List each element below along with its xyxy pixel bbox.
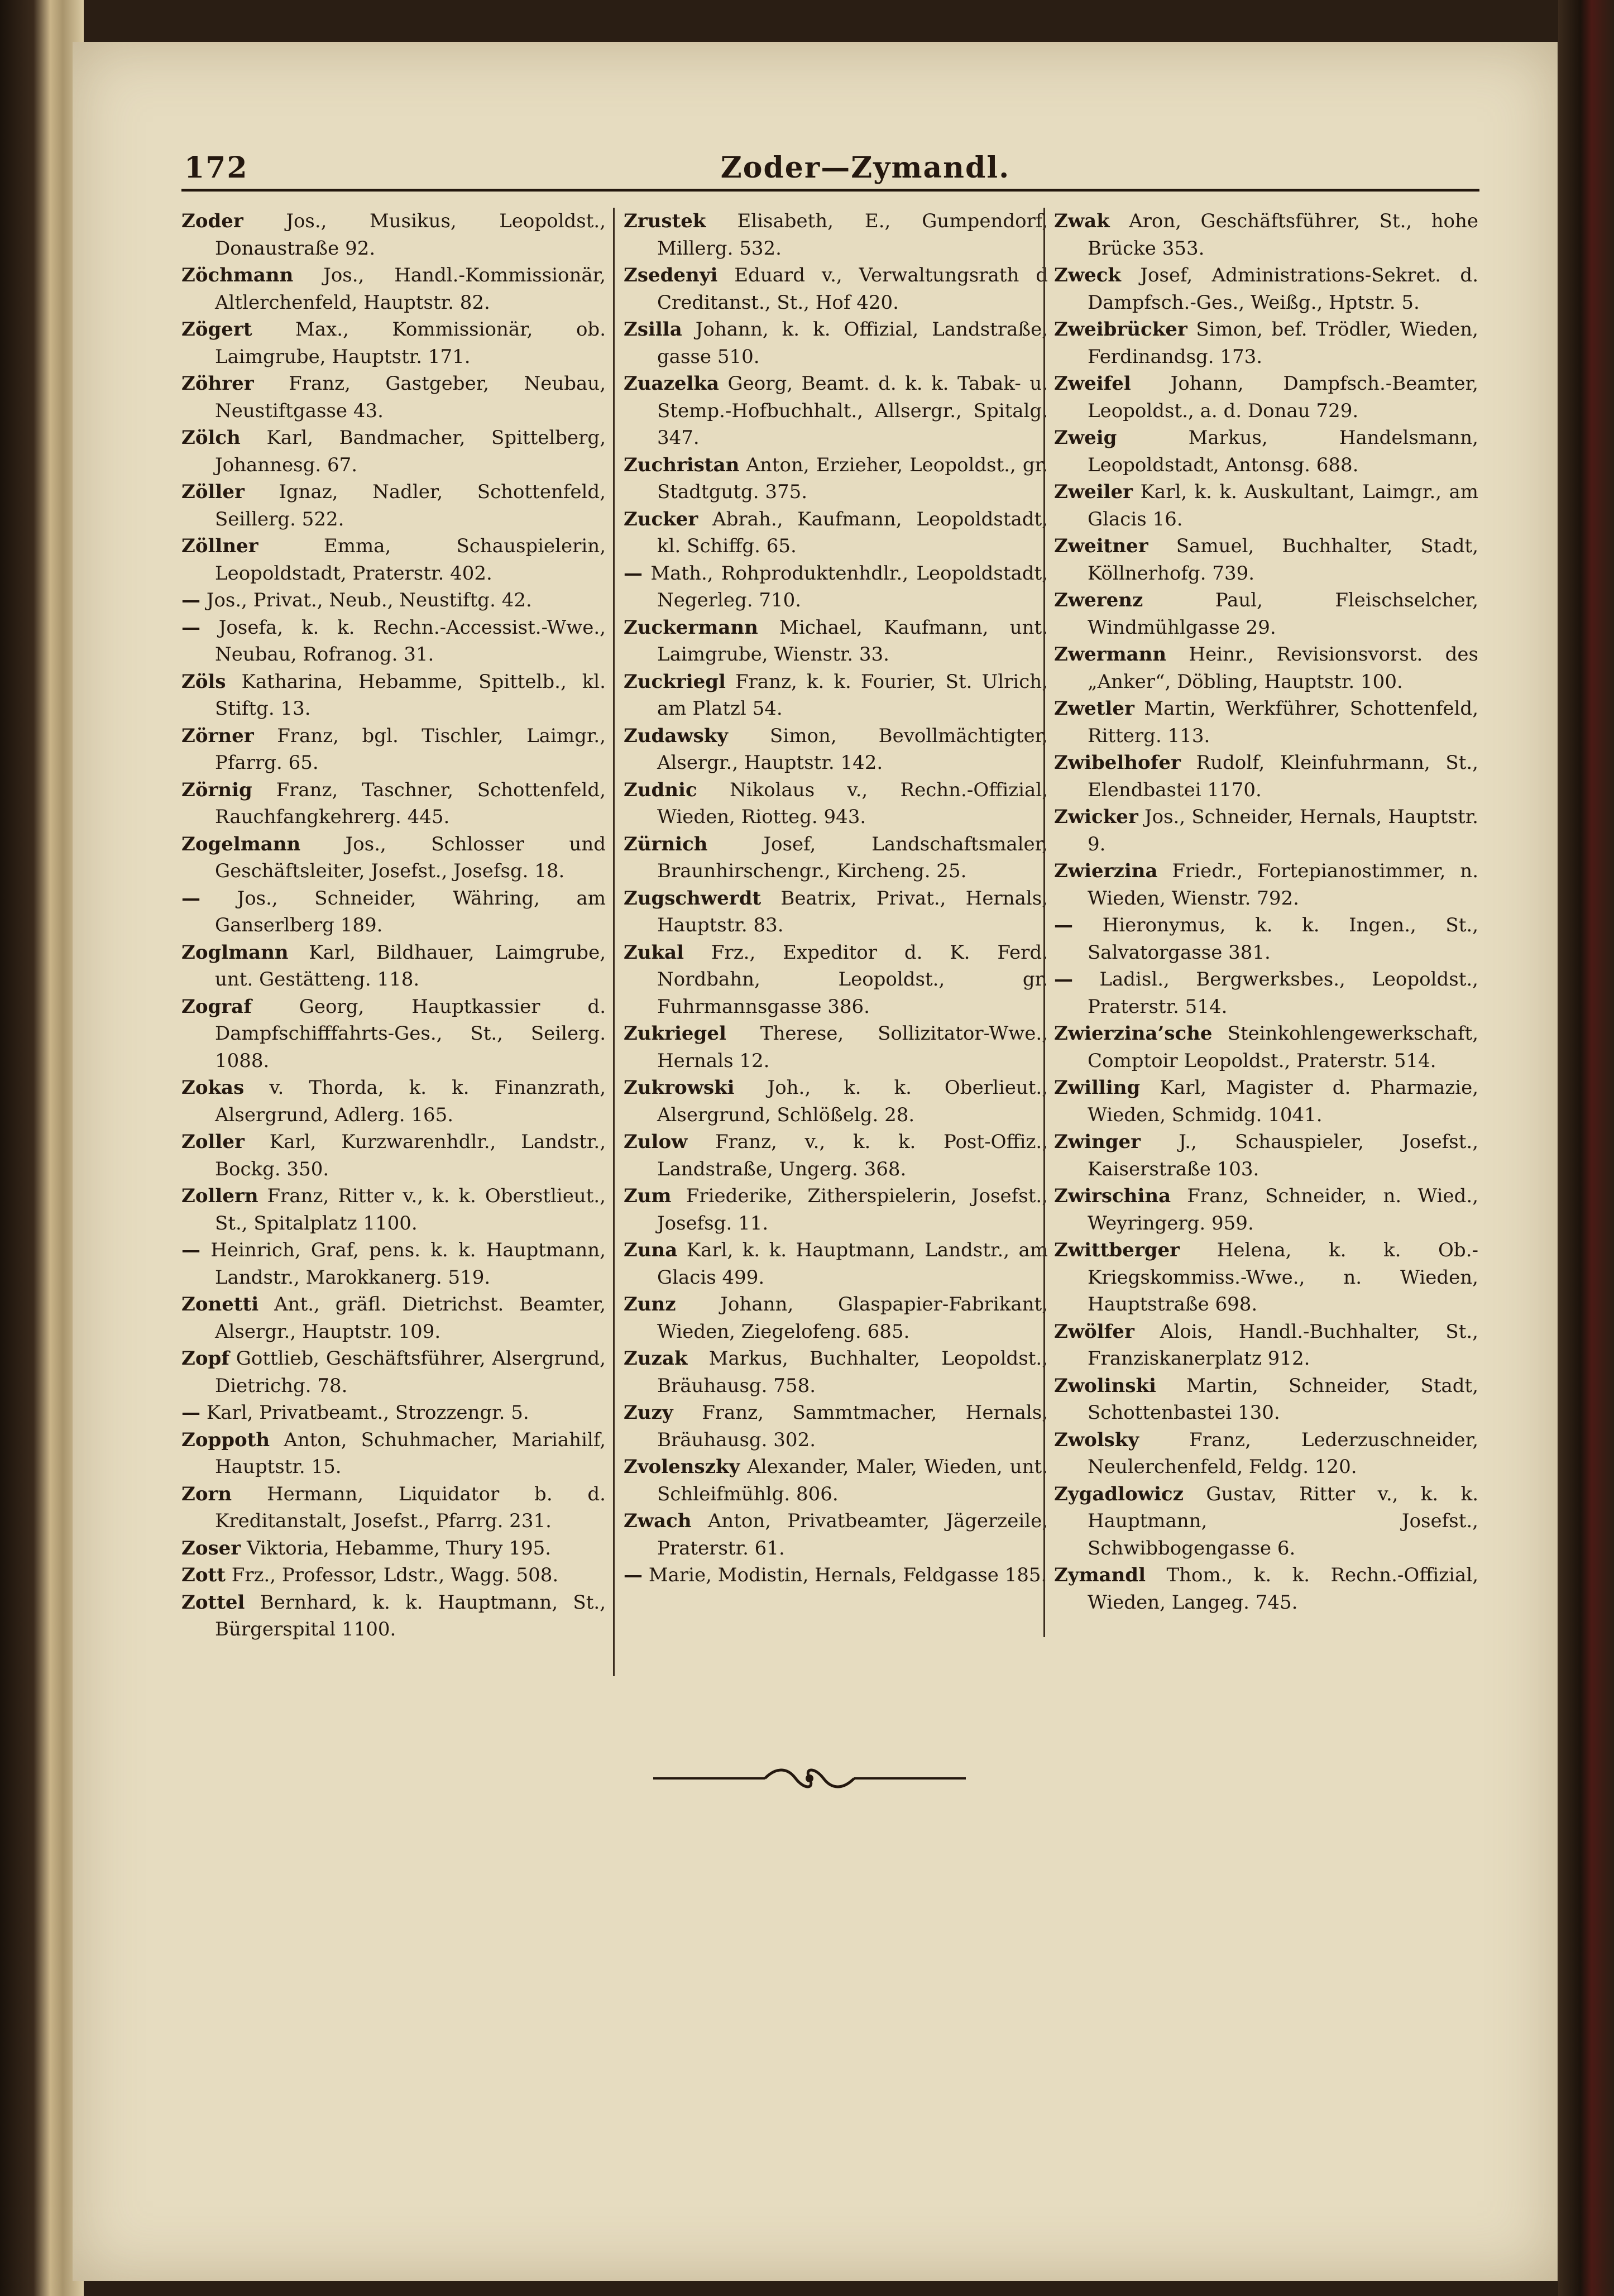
entry-details: Jos., Handl.-Kommissionär, Altlerchenfeld, Hauptstr. 82. xyxy=(215,264,606,314)
entry-name: Zogelmann xyxy=(181,833,301,855)
entry-details: Bernhard, k. k. Hauptmann, St., Bürgerspital 1100. xyxy=(215,1591,606,1640)
entry-name: Zugschwerdt xyxy=(624,887,761,910)
entry-name: — xyxy=(181,589,200,611)
entry-details: Simon, Bevollmächtigter, Alsergr., Hauptstr. 142. xyxy=(657,724,1048,774)
directory-entry xyxy=(1054,424,1478,479)
entry-details: Max., Kommissionär, ob. Laimgrube, Hauptstr. 171. xyxy=(215,318,606,368)
entry-name: — xyxy=(181,616,200,639)
entry-name: Zürnich xyxy=(624,833,708,855)
entry-name: Zuchristan xyxy=(624,453,740,476)
directory-entry xyxy=(624,208,1048,262)
entry-details: Frz., Professor, Ldstr., Wagg. 508. xyxy=(231,1564,559,1586)
entry-details: Karl, k. k. Hauptmann, Landstr., am Glacis 499. xyxy=(657,1239,1048,1289)
entry-details: Heinrich, Graf, pens. k. k. Hauptmann, Landstr., Marokkanerg. 519. xyxy=(210,1239,606,1289)
entry-name: Zudawsky xyxy=(624,724,729,747)
entry-details: Eduard v., Verwaltungsrath d Creditanst., St., Hof 420. xyxy=(657,264,1048,314)
entry-details: Franz, Ritter v., k. k. Oberstlieut., St., Spitalplatz 1100. xyxy=(215,1185,606,1235)
entry-details: Helena, k. k. Ob.-Kriegskommiss.-Wwe., n. Wieden, Hauptstraße 698. xyxy=(1088,1239,1478,1316)
directory-entry xyxy=(624,614,1048,668)
entry-name: Zott xyxy=(181,1564,226,1586)
directory-entry xyxy=(181,723,606,777)
entry-details: Nikolaus v., Rechn.-Offizial, Wieden, Riotteg. 943. xyxy=(657,778,1048,828)
entry-name: Zulow xyxy=(624,1131,688,1153)
entry-details: J., Schauspieler, Josefst., Kaiserstraße 103. xyxy=(1088,1131,1478,1180)
entry-details: Samuel, Buchhalter, Stadt, Köllnerhofg. 739. xyxy=(1088,535,1478,585)
entry-details: Friederike, Zitherspielerin, Josefst., Josefsg. 11. xyxy=(657,1185,1048,1235)
entry-name: Zörnig xyxy=(181,778,252,801)
directory-entry xyxy=(1054,262,1478,316)
entry-name: Zymandl xyxy=(1054,1564,1146,1586)
entry-name: Zudnic xyxy=(624,778,697,801)
entry-name: Zwilling xyxy=(1054,1077,1141,1099)
entry-details: Alois, Handl.-Buchhalter, St., Franziskanerplatz 912. xyxy=(1088,1320,1478,1370)
directory-entry xyxy=(181,316,606,370)
directory-entry xyxy=(181,614,606,668)
entry-name: — xyxy=(1054,914,1073,936)
entry-name: Zuckermann xyxy=(624,616,758,639)
entry-details: Karl, Kurzwarenhdlr., Landstr., Bockg. 350. xyxy=(215,1131,606,1180)
directory-entry xyxy=(1054,1481,1478,1562)
book-cover-edge xyxy=(1558,0,1614,2296)
entry-name: Zoppoth xyxy=(181,1428,270,1451)
end-ornament xyxy=(653,1764,966,1792)
directory-entry xyxy=(1054,803,1478,858)
entry-name: Zöchmann xyxy=(181,264,294,286)
entry-details: Martin, Schneider, Stadt, Schottenbastei 130. xyxy=(1088,1374,1478,1424)
entry-details: Abrah., Kaufmann, Leopoldstadt, kl. Schiffg. 65. xyxy=(657,508,1048,557)
directory-entry xyxy=(624,262,1048,316)
entry-details: Marie, Modistin, Hernals, Feldgasse 185. xyxy=(648,1564,1047,1586)
entry-details: Anton, Privatbeamter, Jägerzeile, Praterstr. 61. xyxy=(657,1510,1048,1560)
directory-entry xyxy=(181,885,606,939)
directory-entry xyxy=(624,1237,1048,1291)
directory-entry xyxy=(1054,858,1478,912)
entry-details: Jos., Schneider, Hernals, Hauptstr. 9. xyxy=(1088,806,1478,855)
directory-entry xyxy=(1054,1372,1478,1427)
entry-details: Franz, Gastgeber, Neubau, Neustiftgasse 43. xyxy=(215,372,606,422)
directory-entry xyxy=(1054,1074,1478,1128)
entry-name: Zygadlowicz xyxy=(1054,1482,1184,1505)
entry-details: Franz, k. k. Fourier, St. Ulrich, am Platzl 54. xyxy=(657,670,1048,720)
entry-details: Gottlieb, Geschäftsführer, Alsergrund, Dietrichg. 78. xyxy=(215,1347,606,1397)
entry-details: Hermann, Liquidator b. d. Kreditanstalt, Josefst., Pfarrg. 231. xyxy=(215,1482,606,1532)
directory-entry xyxy=(624,1074,1048,1128)
directory-entry xyxy=(181,1128,606,1183)
entry-details: Elisabeth, E., Gumpendorf, Millerg. 532. xyxy=(657,210,1048,260)
directory-entry xyxy=(624,885,1048,939)
entry-details: Jos., Musikus, Leopoldst., Donaustraße 92. xyxy=(215,210,606,260)
entry-name: Zwibelhofer xyxy=(1054,752,1181,774)
entry-details: Ant., gräfl. Dietrichst. Beamter, Alsergr., Hauptstr. 109. xyxy=(215,1293,606,1343)
entry-name: Zwierzina’sche xyxy=(1054,1022,1213,1045)
entry-details: Karl, Magister d. Pharmazie, Wieden, Schmidg. 1041. xyxy=(1088,1077,1478,1126)
entry-name: Zuzak xyxy=(624,1347,688,1370)
entry-name: — xyxy=(1054,968,1073,991)
entry-details: Thom., k. k. Rechn.-Offizial, Wieden, Langeg. 745. xyxy=(1088,1564,1479,1614)
directory-entry xyxy=(624,316,1048,370)
directory-entry xyxy=(1054,587,1478,641)
directory-entry xyxy=(1054,912,1478,966)
entry-details: Math., Rohproduktenhdlr., Leopoldstadt, Negerleg. 710. xyxy=(650,562,1048,611)
entry-details: Frz., Expeditor d. K. Ferd. Nordbahn, Leopoldst., gr. Fuhrmannsgasse 386. xyxy=(657,941,1048,1018)
entry-details: Markus, Handelsmann, Leopoldstadt, Antonsg. 688. xyxy=(1088,427,1478,476)
entry-name: Zukrowski xyxy=(624,1077,735,1099)
entry-details: Franz, Taschner, Schottenfeld, Rauchfangkehrerg. 445. xyxy=(215,778,606,828)
entry-details: Ignaz, Nadler, Schottenfeld, Seillerg. 522. xyxy=(215,481,606,530)
column-divider xyxy=(613,208,615,1676)
directory-entry xyxy=(1054,1128,1478,1183)
entry-name: Zuna xyxy=(624,1239,678,1261)
header-rule xyxy=(181,189,1479,192)
entry-details: Aron, Geschäftsführer, St., hohe Brücke 353. xyxy=(1088,210,1478,260)
entry-name: Zwierzina xyxy=(1054,860,1158,882)
entry-name: — xyxy=(181,887,200,910)
entry-details: Steinkohlengewerkschaft, Comptoir Leopoldst., Praterstr. 514. xyxy=(1088,1022,1478,1072)
directory-entry xyxy=(624,939,1048,1021)
entry-name: Zuzy xyxy=(624,1401,673,1424)
entry-details: Georg, Beamt. d. k. k. Tabak- u. Stemp.-Hofbuchhalt., Allsergr., Spitalg. 347. xyxy=(657,372,1048,449)
running-head: Zoder—Zymandl. xyxy=(720,151,1010,185)
entry-name: Zöllner xyxy=(181,535,258,557)
entry-name: Zokas xyxy=(181,1077,245,1099)
directory-entry xyxy=(624,560,1048,614)
entry-details: Therese, Sollizitator-Wwe., Hernals 12. xyxy=(657,1022,1048,1072)
entry-name: Zsilla xyxy=(624,318,682,341)
entry-name: — xyxy=(624,562,643,585)
entry-name: Zwölfer xyxy=(1054,1320,1134,1343)
entry-details: Franz, Sammtmacher, Hernals, Bräuhausg. 302. xyxy=(657,1401,1048,1451)
entry-name: Zweifel xyxy=(1054,372,1131,395)
directory-entry xyxy=(624,1399,1048,1453)
entry-name: Zörner xyxy=(181,724,254,747)
entry-details: Hieronymus, k. k. Ingen., St., Salvatorgasse 381. xyxy=(1088,914,1478,964)
entry-details: Simon, bef. Trödler, Wieden, Ferdinandsg. 173. xyxy=(1088,318,1478,368)
entry-name: — xyxy=(624,1564,643,1586)
directory-entry xyxy=(181,208,606,262)
entry-name: Zrustek xyxy=(624,210,706,232)
entry-details: Anton, Erzieher, Leopoldst., gr. Stadtgutg. 375. xyxy=(657,453,1048,503)
directory-entry xyxy=(181,479,606,533)
entry-name: Zögert xyxy=(181,318,252,341)
directory-entry xyxy=(181,1562,606,1589)
entry-details: Josefa, k. k. Rechn.-Accessist.-Wwe., Neubau, Rofranog. 31. xyxy=(215,616,606,666)
entry-name: Zopf xyxy=(181,1347,229,1370)
entry-name: Zollern xyxy=(181,1185,258,1207)
directory-column-2 xyxy=(624,208,1048,1589)
entry-name: Zoglmann xyxy=(181,941,289,964)
entry-details: Viktoria, Hebamme, Thury 195. xyxy=(247,1537,552,1560)
entry-details: v. Thorda, k. k. Finanzrath, Alsergrund, Adlerg. 165. xyxy=(215,1077,606,1126)
entry-name: Zwak xyxy=(1054,210,1110,232)
entry-details: Jos., Schlosser und Geschäftsleiter, Josefst., Josefsg. 18. xyxy=(215,833,606,882)
directory-entry xyxy=(624,831,1048,885)
entry-details: Paul, Fleischselcher, Windmühlgasse 29. xyxy=(1088,589,1479,639)
entry-details: Johann, k. k. Offizial, Landstraße, gasse 510. xyxy=(657,318,1048,368)
directory-entry xyxy=(1054,1237,1478,1318)
directory-entry xyxy=(624,777,1048,831)
entry-name: Zweiler xyxy=(1054,481,1133,503)
entry-details: Joh., k. k. Oberlieut., Alsergrund, Schlößelg. 28. xyxy=(657,1077,1048,1126)
entry-details: Karl, Bildhauer, Laimgrube, unt. Gestätteng. 118. xyxy=(215,941,606,991)
entry-name: Zunz xyxy=(624,1293,676,1316)
entry-name: Zwinger xyxy=(1054,1131,1141,1153)
directory-entry xyxy=(624,1020,1048,1074)
entry-name: Zottel xyxy=(181,1591,245,1614)
directory-column-3 xyxy=(1054,208,1478,1616)
entry-details: Franz, bgl. Tischler, Laimgr., Pfarrg. 65. xyxy=(215,724,606,774)
entry-name: Zukal xyxy=(624,941,684,964)
directory-entry xyxy=(1054,1427,1478,1481)
entry-name: — xyxy=(181,1401,200,1424)
entry-details: Karl, k. k. Auskultant, Laimgr., am Glacis 16. xyxy=(1088,481,1478,530)
entry-details: Rudolf, Kleinfuhrmann, St., Elendbastei 1170. xyxy=(1088,752,1478,801)
entry-name: Zwermann xyxy=(1054,643,1167,666)
directory-entry xyxy=(1054,533,1478,587)
directory-entry xyxy=(181,1589,606,1643)
entry-name: Zsedenyi xyxy=(624,264,718,286)
entry-details: Gustav, Ritter v., k. k. Hauptmann, Josefst., Schwibbogengasse 6. xyxy=(1088,1482,1479,1560)
entry-details: Beatrix, Privat., Hernals, Hauptstr. 83. xyxy=(657,887,1048,936)
entry-details: Franz, v., k. k. Post-Offiz., Landstraße, Ungerg. 368. xyxy=(657,1131,1048,1180)
directory-entry xyxy=(624,1128,1048,1183)
entry-name: Zucker xyxy=(624,508,698,530)
directory-entry xyxy=(1054,695,1478,749)
entry-name: Zum xyxy=(624,1185,672,1207)
entry-name: Zweig xyxy=(1054,427,1117,449)
entry-details: Michael, Kaufmann, unt. Laimgrube, Wienstr. 33. xyxy=(657,616,1048,666)
directory-entry xyxy=(181,1399,606,1427)
directory-entry xyxy=(624,452,1048,506)
directory-entry xyxy=(624,668,1048,723)
directory-entry xyxy=(1054,641,1478,695)
directory-entry xyxy=(624,1562,1048,1589)
directory-entry xyxy=(181,1535,606,1562)
entry-details: Karl, Privatbeamt., Strozzengr. 5. xyxy=(206,1401,529,1424)
entry-name: Zweck xyxy=(1054,264,1121,286)
entry-details: Anton, Schuhmacher, Mariahilf, Hauptstr. 15. xyxy=(215,1428,606,1478)
entry-name: Zweitner xyxy=(1054,535,1148,557)
directory-entry xyxy=(181,668,606,723)
directory-entry xyxy=(624,506,1048,560)
entry-name: — xyxy=(181,1239,200,1261)
directory-entry xyxy=(1054,966,1478,1020)
directory-entry xyxy=(181,1427,606,1481)
directory-entry xyxy=(624,723,1048,777)
directory-entry xyxy=(1054,1562,1478,1616)
entry-details: Josef, Administrations-Sekret. d. Dampfsch.-Ges., Weißg., Hptstr. 5. xyxy=(1088,264,1479,314)
entry-name: Zwach xyxy=(624,1510,692,1532)
entry-name: Zonetti xyxy=(181,1293,259,1316)
entry-details: Martin, Werkführer, Schottenfeld, Ritterg. 113. xyxy=(1088,697,1479,747)
entry-name: Zoller xyxy=(181,1131,245,1153)
column-divider xyxy=(1043,208,1045,1637)
directory-entry xyxy=(624,1183,1048,1237)
directory-entry xyxy=(181,587,606,614)
entry-details: Josef, Landschaftsmaler, Braunhirschengr., Kircheng. 25. xyxy=(657,833,1048,882)
directory-entry xyxy=(1054,1318,1478,1372)
entry-details: Alexander, Maler, Wieden, unt. Schleifmühlg. 806. xyxy=(657,1456,1048,1505)
entry-details: Heinr., Revisionsvorst. des „Anker“, Döbling, Hauptstr. 100. xyxy=(1088,643,1478,693)
directory-entry xyxy=(181,1237,606,1291)
directory-entry xyxy=(624,1508,1048,1562)
entry-name: Zoder xyxy=(181,210,243,232)
entry-name: Zwetler xyxy=(1054,697,1134,720)
directory-entry xyxy=(1054,479,1478,533)
entry-name: Zwittberger xyxy=(1054,1239,1180,1261)
entry-name: Zuazelka xyxy=(624,372,720,395)
book-binding-edge xyxy=(0,0,84,2296)
directory-entry xyxy=(181,1183,606,1237)
directory-entry xyxy=(1054,1020,1478,1074)
directory-entry xyxy=(624,1453,1048,1508)
directory-entry xyxy=(181,370,606,424)
entry-details: Franz, Schneider, n. Wied., Weyringerg. 959. xyxy=(1088,1185,1479,1235)
page-header xyxy=(112,151,1479,190)
entry-details: Johann, Glaspapier-Fabrikant, Wieden, Ziegelofeng. 685. xyxy=(657,1293,1048,1343)
entry-name: Zwolsky xyxy=(1054,1428,1139,1451)
directory-entry xyxy=(181,777,606,831)
entry-name: Zöhrer xyxy=(181,372,254,395)
directory-entry xyxy=(624,1291,1048,1345)
entry-name: Zuckriegl xyxy=(624,670,726,693)
entry-details: Jos., Privat., Neub., Neustiftg. 42. xyxy=(206,589,532,611)
directory-entry xyxy=(624,1345,1048,1399)
entry-name: Zwicker xyxy=(1054,806,1138,828)
entry-name: Zweibrücker xyxy=(1054,318,1187,341)
directory-entry xyxy=(181,1481,606,1535)
entry-details: Johann, Dampfsch.-Beamter, Leopoldst., a. d. Donau 729. xyxy=(1088,372,1478,422)
directory-entry xyxy=(181,831,606,885)
entry-name: Zoser xyxy=(181,1537,241,1560)
directory-entry xyxy=(1054,316,1478,370)
entry-details: Emma, Schauspielerin, Leopoldstadt, Praterstr. 402. xyxy=(215,535,606,585)
entry-name: Zwerenz xyxy=(1054,589,1143,611)
directory-entry xyxy=(181,993,606,1075)
directory-entry xyxy=(181,1074,606,1128)
entry-name: Zwirschina xyxy=(1054,1185,1171,1207)
directory-entry xyxy=(1054,749,1478,803)
directory-entry xyxy=(624,370,1048,452)
entry-name: Zorn xyxy=(181,1482,232,1505)
entry-details: Ladisl., Bergwerksbes., Leopoldst., Praterstr. 514. xyxy=(1088,968,1478,1018)
entry-name: Zvolenszky xyxy=(624,1456,740,1478)
directory-entry xyxy=(181,533,606,587)
directory-column-1 xyxy=(181,208,606,1643)
directory-entry xyxy=(181,262,606,316)
entry-details: Katharina, Hebamme, Spittelb., kl. Stiftg. 13. xyxy=(215,670,606,720)
directory-entry xyxy=(181,939,606,993)
directory-entry xyxy=(181,424,606,479)
directory-entry xyxy=(1054,208,1478,262)
entry-name: Zöls xyxy=(181,670,226,693)
entry-details: Franz, Lederzuschneider, Neulerchenfeld, Feldg. 120. xyxy=(1088,1428,1478,1478)
entry-name: Zwolinski xyxy=(1054,1374,1156,1397)
directory-entry xyxy=(181,1345,606,1399)
entry-name: Zöller xyxy=(181,481,245,503)
entry-name: Zograf xyxy=(181,995,252,1018)
entry-name: Zölch xyxy=(181,427,241,449)
directory-entry xyxy=(1054,370,1478,424)
entry-details: Karl, Bandmacher, Spittelberg, Johannesg. 67. xyxy=(215,427,606,476)
entry-details: Jos., Schneider, Währing, am Ganserlberg 189. xyxy=(215,887,606,936)
directory-entry xyxy=(1054,1183,1478,1237)
directory-entry xyxy=(181,1291,606,1345)
entry-details: Friedr., Fortepianostimmer, n. Wieden, Wienstr. 792. xyxy=(1088,860,1479,910)
entry-name: Zukriegel xyxy=(624,1022,726,1045)
entry-details: Georg, Hauptkassier d. Dampfschifffahrts-Ges., St., Seilerg. 1088. xyxy=(215,995,606,1072)
page-number: 172 xyxy=(184,151,248,185)
entry-details: Markus, Buchhalter, Leopoldst., Bräuhausg. 758. xyxy=(657,1347,1048,1397)
